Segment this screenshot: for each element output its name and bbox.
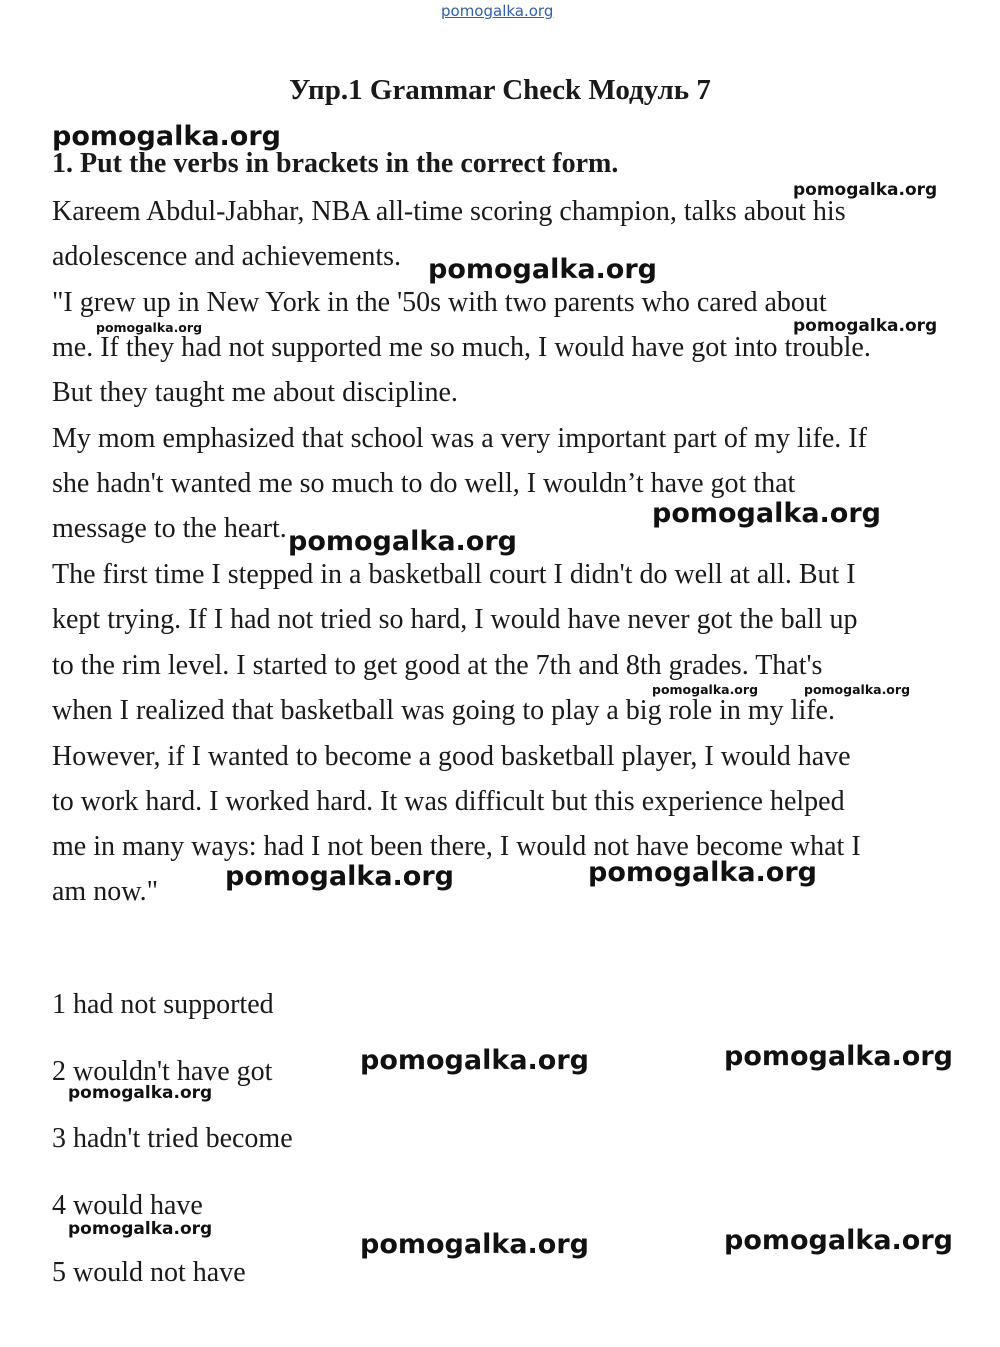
- passage-line: me. If they had not supported me so much, I would have got into trouble.: [52, 332, 871, 363]
- page-title: Упр.1 Grammar Check Модуль 7: [289, 74, 711, 106]
- passage-line: adolescence and achievements.: [52, 241, 402, 272]
- passage-line: to work hard. I worked hard. It was difficult but this experience helped: [52, 786, 845, 817]
- watermark: pomogalka.org: [804, 682, 911, 697]
- watermark: pomogalka.org: [724, 1225, 953, 1256]
- watermark: pomogalka.org: [52, 121, 281, 152]
- passage-line: to the rim level. I started to get good at the 7th and 8th grades. That's: [52, 650, 823, 681]
- answer-item: 4 would have: [52, 1190, 203, 1221]
- watermark: pomogalka.org: [652, 498, 881, 529]
- watermark: pomogalka.org: [360, 1229, 589, 1260]
- site-link[interactable]: pomogalka.org: [441, 2, 554, 20]
- passage-line: kept trying. If I had not tried so hard, I would have never got the ball up: [52, 604, 858, 635]
- watermark: pomogalka.org: [68, 1219, 213, 1239]
- watermark: pomogalka.org: [724, 1041, 953, 1072]
- watermark: pomogalka.org: [96, 320, 203, 335]
- passage-line: My mom emphasized that school was a very important part of my life. If: [52, 423, 867, 454]
- passage-line: message to the heart.: [52, 513, 287, 544]
- passage-line: am now.": [52, 876, 159, 907]
- passage-line: she hadn't wanted me so much to do well, I wouldn’t have got that: [52, 468, 796, 499]
- passage-line: The first time I stepped in a basketball court I didn't do well at all. But I: [52, 559, 856, 590]
- watermark: pomogalka.org: [588, 857, 817, 888]
- passage-line: me in many ways: had I not been there, I would not have become what I: [52, 831, 861, 862]
- watermark: pomogalka.org: [428, 254, 657, 285]
- answer-item: 5 would not have: [52, 1257, 246, 1288]
- watermark: pomogalka.org: [68, 1083, 213, 1103]
- passage-line: But they taught me about discipline.: [52, 377, 458, 408]
- watermark: pomogalka.org: [360, 1045, 589, 1076]
- passage-line: when I realized that basketball was going to play a big role in my life.: [52, 695, 835, 726]
- watermark: pomogalka.org: [793, 180, 938, 200]
- exercise-instruction: 1. Put the verbs in brackets in the correct form.: [52, 148, 619, 179]
- watermark: pomogalka.org: [793, 316, 938, 336]
- passage-line: "I grew up in New York in the '50s with two parents who cared about: [52, 287, 827, 318]
- answer-item: 1 had not supported: [52, 989, 274, 1020]
- answer-item: 3 hadn't tried become: [52, 1123, 293, 1154]
- watermark: pomogalka.org: [652, 682, 759, 697]
- watermark: pomogalka.org: [288, 526, 517, 557]
- passage-line: Kareem Abdul-Jabhar, NBA all-time scoring champion, talks about his: [52, 196, 846, 227]
- passage-line: However, if I wanted to become a good basketball player, I would have: [52, 741, 851, 772]
- answer-item: 2 wouldn't have got: [52, 1056, 273, 1087]
- watermark: pomogalka.org: [225, 861, 454, 892]
